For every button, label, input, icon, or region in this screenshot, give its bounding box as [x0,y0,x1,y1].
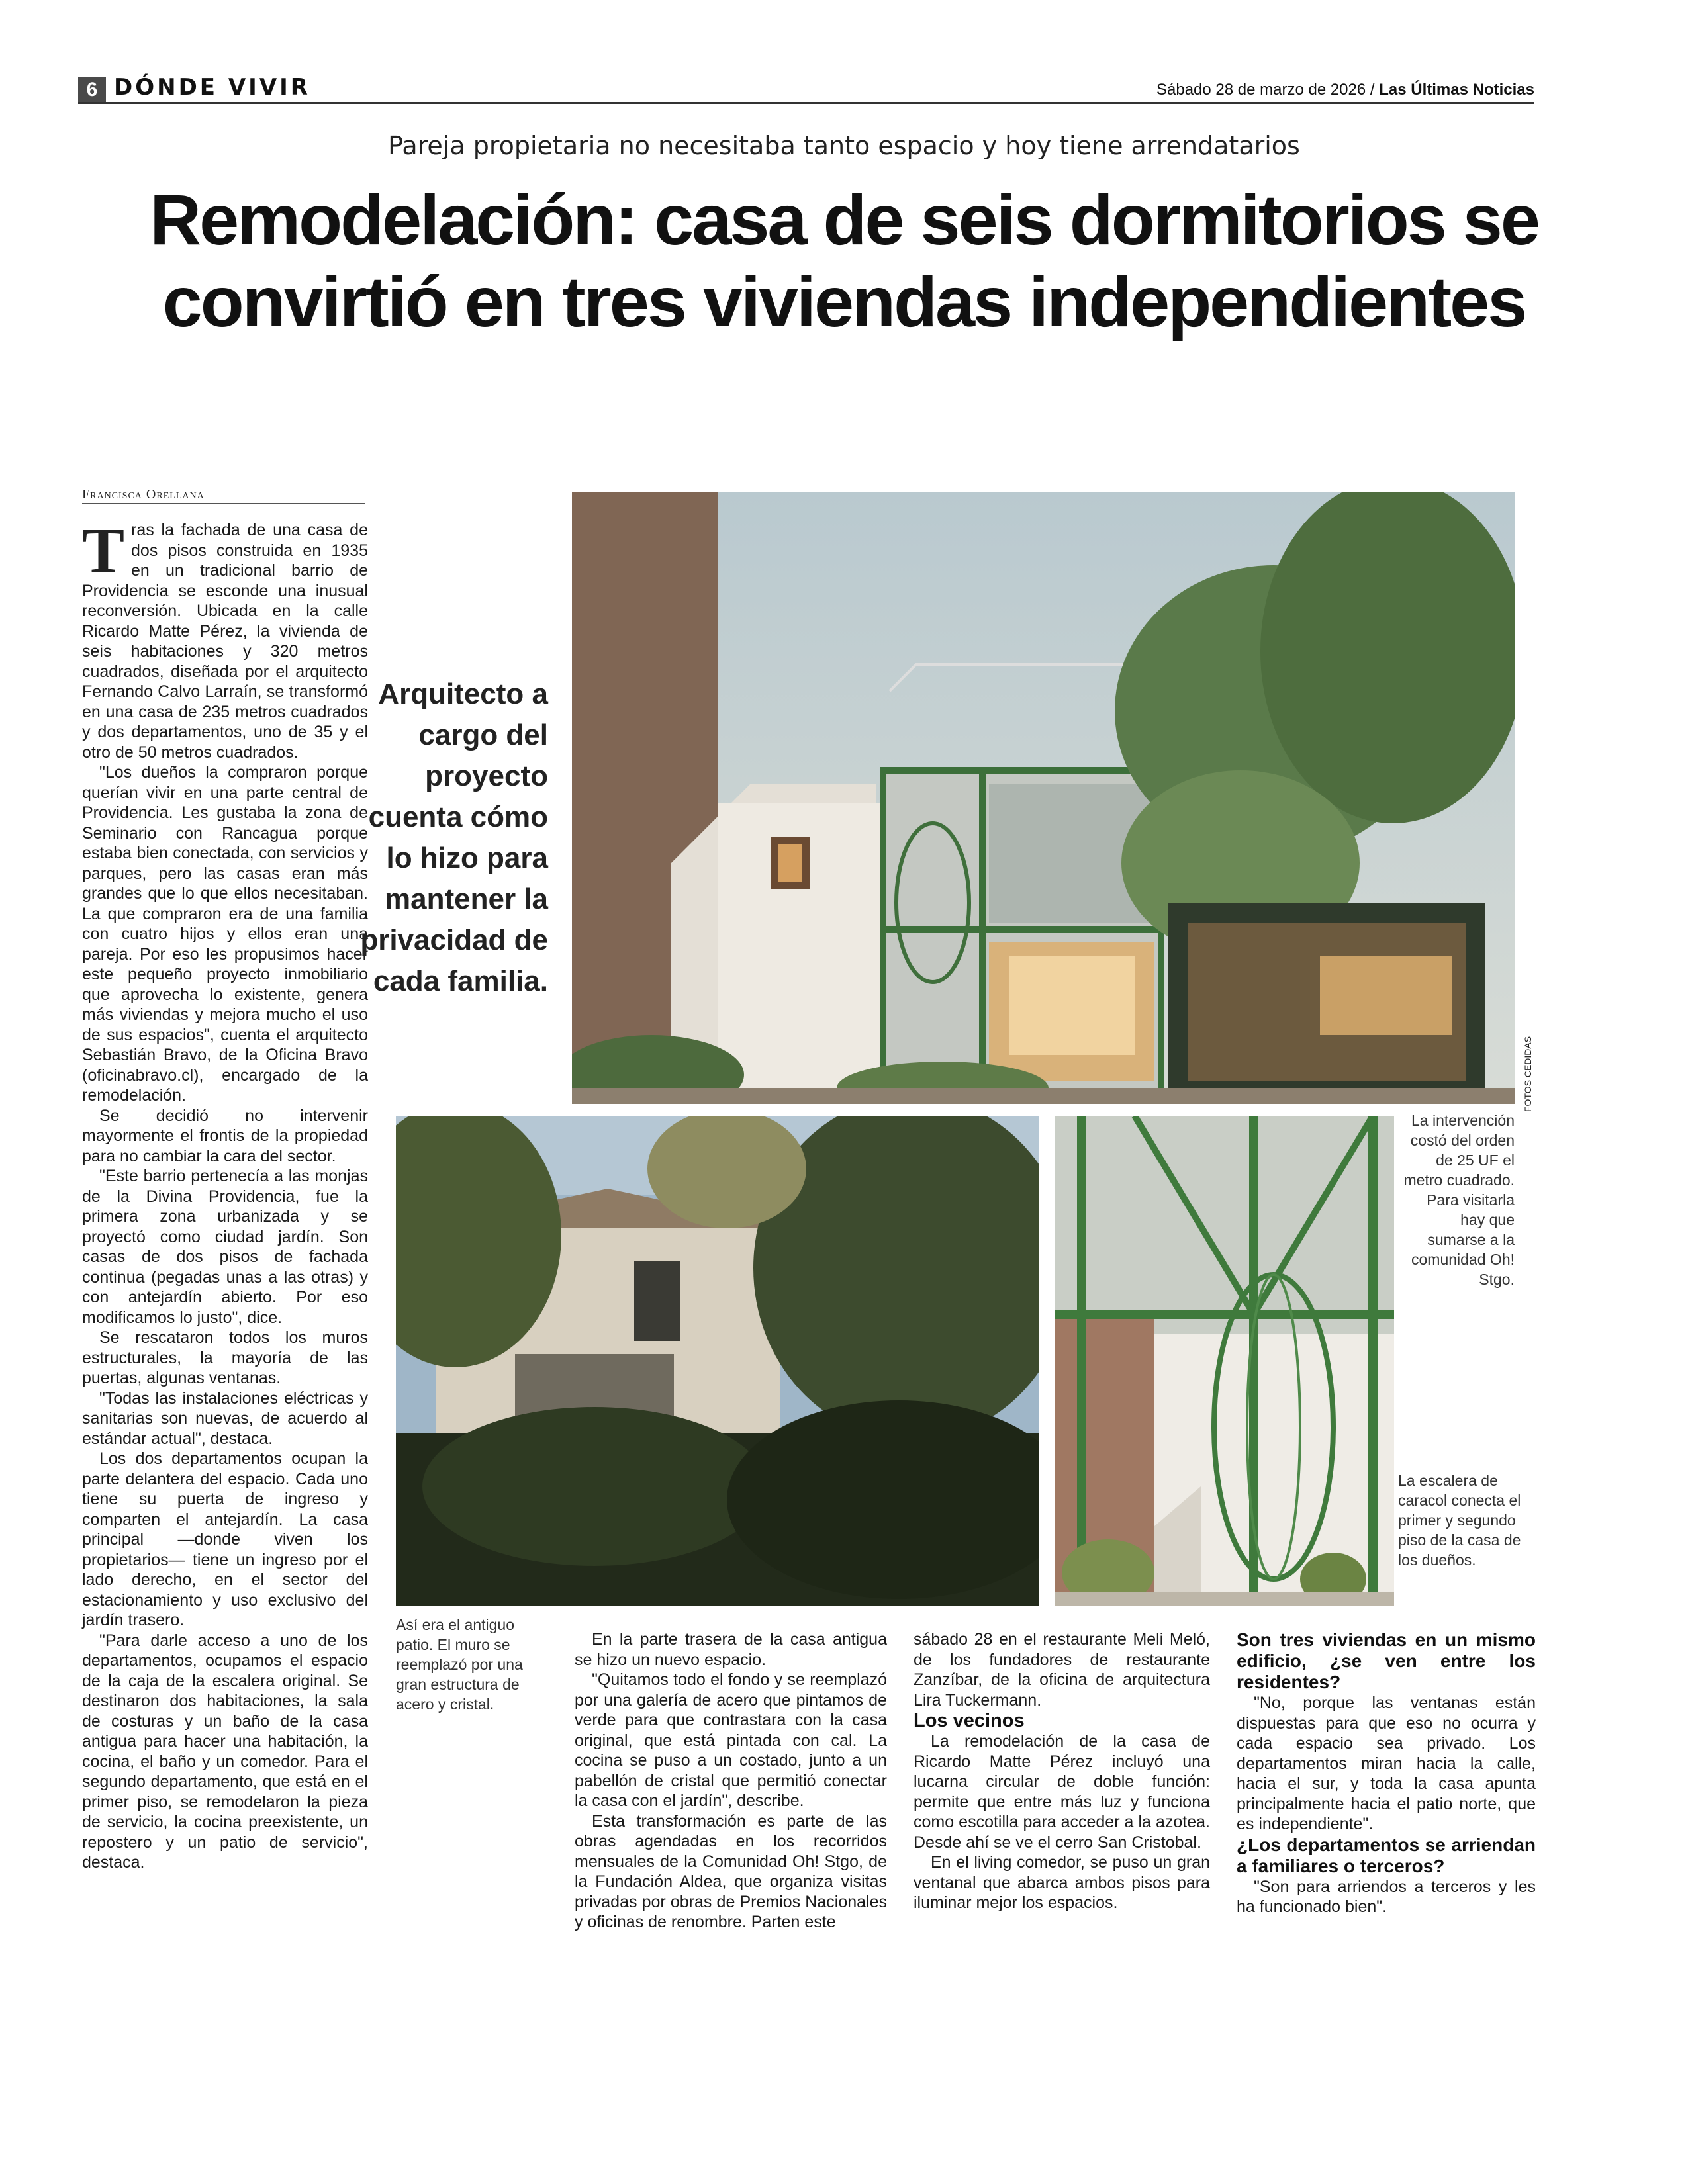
byline-rule [82,503,365,504]
paragraph: La remodelación de la casa de Ricardo Matte Pérez incluyó una lucarna circular de doble función: permite que entre más luz y funciona como escotilla para acceder a la azotea. Desde ahí se ve el cerro San Cristobal. [914,1732,1210,1852]
article-column-2 [575,1629,887,1933]
drop-cap: T [82,515,125,586]
article-column-4 [1237,1629,1536,1917]
paragraph: "Todas las instalaciones eléctricas y sanitarias son nuevas, de acuerdo al estándar actual", destaca. [82,1388,368,1448]
caption-old-patio: Así era el antiguo patio. El muro se reemplazó por una gran estructura de acero y cristal. [396,1616,523,1713]
lead-paragraph: Tras la fachada de una casa de dos pisos construida en 1935 en un tradicional barrio de Providencia se esconde una inusual reconversión. Ubicada en la calle Ricardo Matte Pérez, la vivienda de seis habitaciones y 320 metros cuadrados, diseñada por el arquitecto Fernando Calvo Larraín, se transformó en una casa de 235 metros cuadrados y dos departamentos, uno de 35 y el otro de 50 metros cuadrados. [82,515,368,762]
dateline [1156,81,1534,99]
article-column-1 [82,515,368,1873]
paragraph: "Los dueños la compraron porque querían vivir en una parte central de Providencia. Les gustaba la zona de Seminario con Rancagua porque estaba bien conectada, con servicios y parques, pero las casas eran más grandes que lo que ellos necesitaban. La que compraron era de una familia con cuatro hijos y ellos eran una pareja. Por eso les propusimos hacer este pequeño proyecto inmobiliario que aprovecha lo existente, genera más viviendas y mejora mucho el uso de sus espacios", cuenta el arquitecto Sebastián Bravo, de la Oficina Bravo (oficinabravo.cl), encargado de la remodelación. [82,763,368,1105]
paragraph: Se decidió no intervenir mayormente el frontis de la propiedad para no cambiar la cara del sector. [82,1106,368,1165]
page-number: 6 [78,77,106,103]
photo-old-patio [396,1116,1039,1606]
caption-cost: La intervención costó del orden de 25 UF el metro cuadrado. Para visitarla hay que sumarse a la comunidad Oh! Stgo. [1403,1112,1515,1288]
paragraph: "Quitamos todo el fondo y se reemplazó por una galería de acero que pintamos de verde para que contrastara con la casa original, que está pintada con cal. La cocina se puso a un costado, junto a un pabellón de cristal que permitió conectar la casa con el jardín", describe. [575,1670,887,1810]
issue-date: Sábado 28 de marzo de 2026 [1156,81,1366,99]
interview-answer: "Son para arriendos a terceros y les ha funcionado bien". [1237,1877,1536,1916]
paragraph: "Este barrio pertenecía a las monjas de la Divina Providencia, fue la primera zona urbanizada y se proyectó como ciudad jardín. Son casas de dos pisos de fachada continua (pegadas unas a las otras) y con antejardín abierto. Por eso modificamos lo justo", dice. [82,1167,368,1327]
interview-answer: "No, porque las ventanas están dispuestas para que eso no ocurra y cada espacio sea privado. Los departamentos miran hacia la calle, hacia el sur, y toda la casa apunta principalmente hacia el patio norte, que es independiente". [1237,1694,1536,1833]
kicker: Pareja propietaria no necesitaba tanto espacio y hoy tiene arrendatarios [388,131,1300,160]
subheading: Los vecinos [914,1710,1025,1731]
paragraph: En la parte trasera de la casa antigua se hizo un nuevo espacio. [575,1630,887,1669]
paragraph: "Para darle acceso a uno de los departamentos, ocupamos el espacio de la caja de la escalera original. Se destinaron dos habitaciones, la sala de costuras y un baño de la casa antigua para hacer una habitación, la cocina, el baño y un comedor. Para el segundo departamento, que está en el primer piso, se remodelaron la pieza de servicio, la cocina preexistente, un repostero y un patio de servicio", destaca. [82,1631,368,1872]
pull-quote: Arquitecto a cargo del proyecto cuenta cómo lo hizo para mantener la privacidad de cada familia. [360,678,548,997]
byline: Francisca Orellana [82,487,205,502]
main-photo-house-rear [572,492,1515,1104]
paragraph: Esta transformación es parte de las obras agendadas en los recorridos mensuales de la Comunidad Oh! Stgo, de la Fundación Aldea, que organiza visitas privadas por obras de Premios Nacionales y oficinas de renombre. Parten este [575,1811,887,1931]
caption-staircase: La escalera de caracol conecta el primer y segundo piso de la casa de los dueños. [1398,1472,1521,1569]
interview-question: ¿Los departamentos se arriendan a familiares o terceros? [1237,1834,1536,1876]
paragraph: Los dos departamentos ocupan la parte delantera del espacio. Cada uno tiene su puerta de ingreso y comparten el antejardín. La casa principal —donde viven los propietarios— tiene un ingreso por el lado derecho, en el sector del estacionamiento y uso exclusivo del jardín trasero. [82,1449,368,1629]
publication-name: Las Últimas Noticias [1379,81,1534,99]
photo-credit: FOTOS CEDIDAS [1523,1036,1533,1112]
paragraph: En el living comedor, se puso un gran ventanal que abarca ambos pisos para iluminar mejor los espacios. [914,1853,1210,1912]
date-separator: / [1370,81,1375,99]
article-column-3 [914,1629,1210,1913]
header-rule [78,102,1534,104]
paragraph: Se rescataron todos los muros estructurales, la mayoría de las puertas, algunas ventanas. [82,1328,368,1387]
section-title: DÓNDE VIVIR [114,74,310,101]
photo-spiral-staircase [1055,1116,1394,1606]
paragraph: sábado 28 en el restaurante Meli Meló, de los fundadores de restaurante Zanzíbar, de la oficina de arquitectura Lira Tuckermann. [914,1630,1210,1709]
headline: Remodelación: casa de seis dormitorios se convirtió en tres viviendas independientes [150,179,1538,341]
interview-question: Son tres viviendas en un mismo edificio, ¿se ven entre los residentes? [1237,1629,1536,1692]
